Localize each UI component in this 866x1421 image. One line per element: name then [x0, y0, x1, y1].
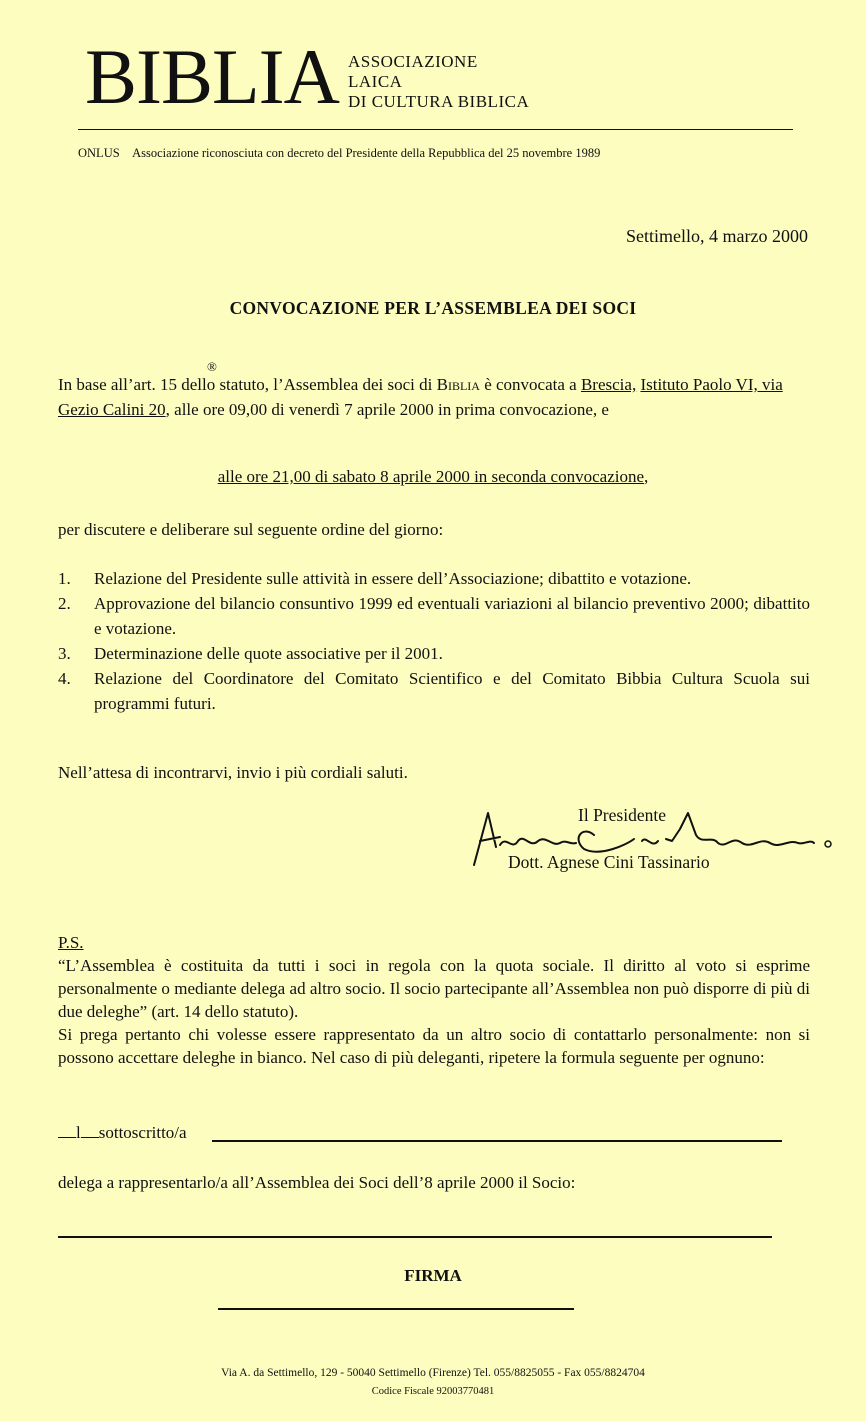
- agenda-text: Determinazione delle quote associative per il 2001.: [94, 644, 443, 663]
- agenda-num: 2.: [58, 594, 71, 613]
- onlus-line: [78, 146, 600, 161]
- undersigned-row: [58, 1123, 187, 1143]
- undersigned-name-line[interactable]: [212, 1140, 782, 1142]
- intro-text-1: In base all’art. 15 dello statuto, l’Assemblea dei soci di: [58, 375, 437, 394]
- undersigned-label: sottoscritto/a: [98, 1123, 187, 1142]
- second-call-line: [0, 467, 866, 487]
- agenda-text: Approvazione del bilancio consuntivo 1999 ed eventuali variazioni al bilancio preventivo 2000; dibattito e votazione.: [94, 594, 810, 638]
- closing-greeting: Nell’attesa di incontrarvi, invio i più cordiali saluti.: [58, 763, 408, 782]
- delegate-text: delega a rappresentarlo/a all’Assemblea dei Soci dell’8 aprile 2000 il Socio:: [58, 1173, 576, 1192]
- signatory-name: Dott. Agnese Cini Tassinario: [508, 852, 710, 872]
- association-name: [348, 52, 529, 112]
- agenda-item: [58, 666, 810, 716]
- ps-quote: “L’Assemblea è costituita da tutti i soci in regola con la quota sociale. Il diritto al voto si esprime personalmente o mediante delega ad altro socio. Il socio partecipante all’Assemblea non può disporre di più di due deleghe” (art. 14 dello statuto).: [58, 956, 810, 1021]
- onlus-text: Associazione riconosciuta con decreto del Presidente della Repubblica del 25 novembre 1989: [132, 146, 601, 160]
- agenda-list: [58, 566, 810, 716]
- footer-fiscal-code: Codice Fiscale 92003770481: [371, 1386, 495, 1397]
- biblia-name: Biblia: [436, 375, 480, 394]
- registered-mark: ®: [207, 359, 217, 374]
- agenda-item: [58, 641, 810, 666]
- ps-instructions: Si prega pertanto chi volesse essere rappresentato da un altro socio di contattarlo personalmente: non si possono accettare deleghe in bianco. Nel caso di più deleganti, ripetere la formula seguente per ognuno:: [58, 1025, 810, 1067]
- signature-label: FIRMA: [404, 1266, 462, 1285]
- meeting-city: Brescia,: [580, 375, 637, 394]
- ps-label: [58, 930, 810, 955]
- letter-date: Settimello, 4 marzo 2000: [626, 226, 808, 246]
- agenda-text: Relazione del Presidente sulle attività in essere dell’Associazione; dibattito e votazione.: [94, 569, 692, 588]
- onlus-tag: ONLUS: [78, 146, 120, 160]
- signature-line[interactable]: [218, 1308, 574, 1310]
- letter-title: CONVOCAZIONE PER L’ASSEMBLEA DEI SOCI: [229, 298, 637, 318]
- assoc-line-2: LAICA: [348, 72, 403, 91]
- signatory-role: Il Presidente: [578, 805, 666, 825]
- ps-heading: P.S.: [58, 933, 84, 952]
- agenda-num: 4.: [58, 669, 71, 688]
- biblia-logo: BIBLIA: [85, 33, 339, 120]
- agenda-num: 3.: [58, 644, 71, 663]
- delegate-name-line[interactable]: [58, 1236, 772, 1238]
- agenda-text: Relazione del Coordinatore del Comitato Scientifico e del Comitato Bibbia Cultura Scuola sui programmi futuri.: [94, 669, 810, 713]
- agenda-item: [58, 591, 810, 641]
- intro-text-2: è convocata a: [479, 375, 581, 394]
- second-call-tail: ,: [644, 467, 649, 486]
- agenda-intro: per discutere e deliberare sul seguente ordine del giorno:: [58, 520, 444, 539]
- footer-address: Via A. da Settimello, 129 - 50040 Settimello (Firenze) Tel. 055/8825055 - Fax 055/8824704: [221, 1367, 645, 1379]
- assoc-line-3: DI CULTURA BIBLICA: [348, 92, 530, 111]
- agenda-item: [58, 566, 810, 591]
- undersigned-prefix: l: [76, 1123, 81, 1142]
- header-divider: [78, 129, 793, 130]
- meeting-venue: Istituto Paolo VI, via Gezio Calini 20: [58, 375, 783, 419]
- second-call: alle ore 21,00 di sabato 8 aprile 2000 in seconda convocazione: [217, 467, 645, 486]
- intro-paragraph: [58, 372, 810, 422]
- agenda-num: 1.: [58, 569, 71, 588]
- intro-text-3: , alle ore 09,00 di venerdì 7 aprile 2000 in prima convocazione, e: [165, 400, 609, 419]
- assoc-line-1: ASSOCIAZIONE: [348, 52, 478, 71]
